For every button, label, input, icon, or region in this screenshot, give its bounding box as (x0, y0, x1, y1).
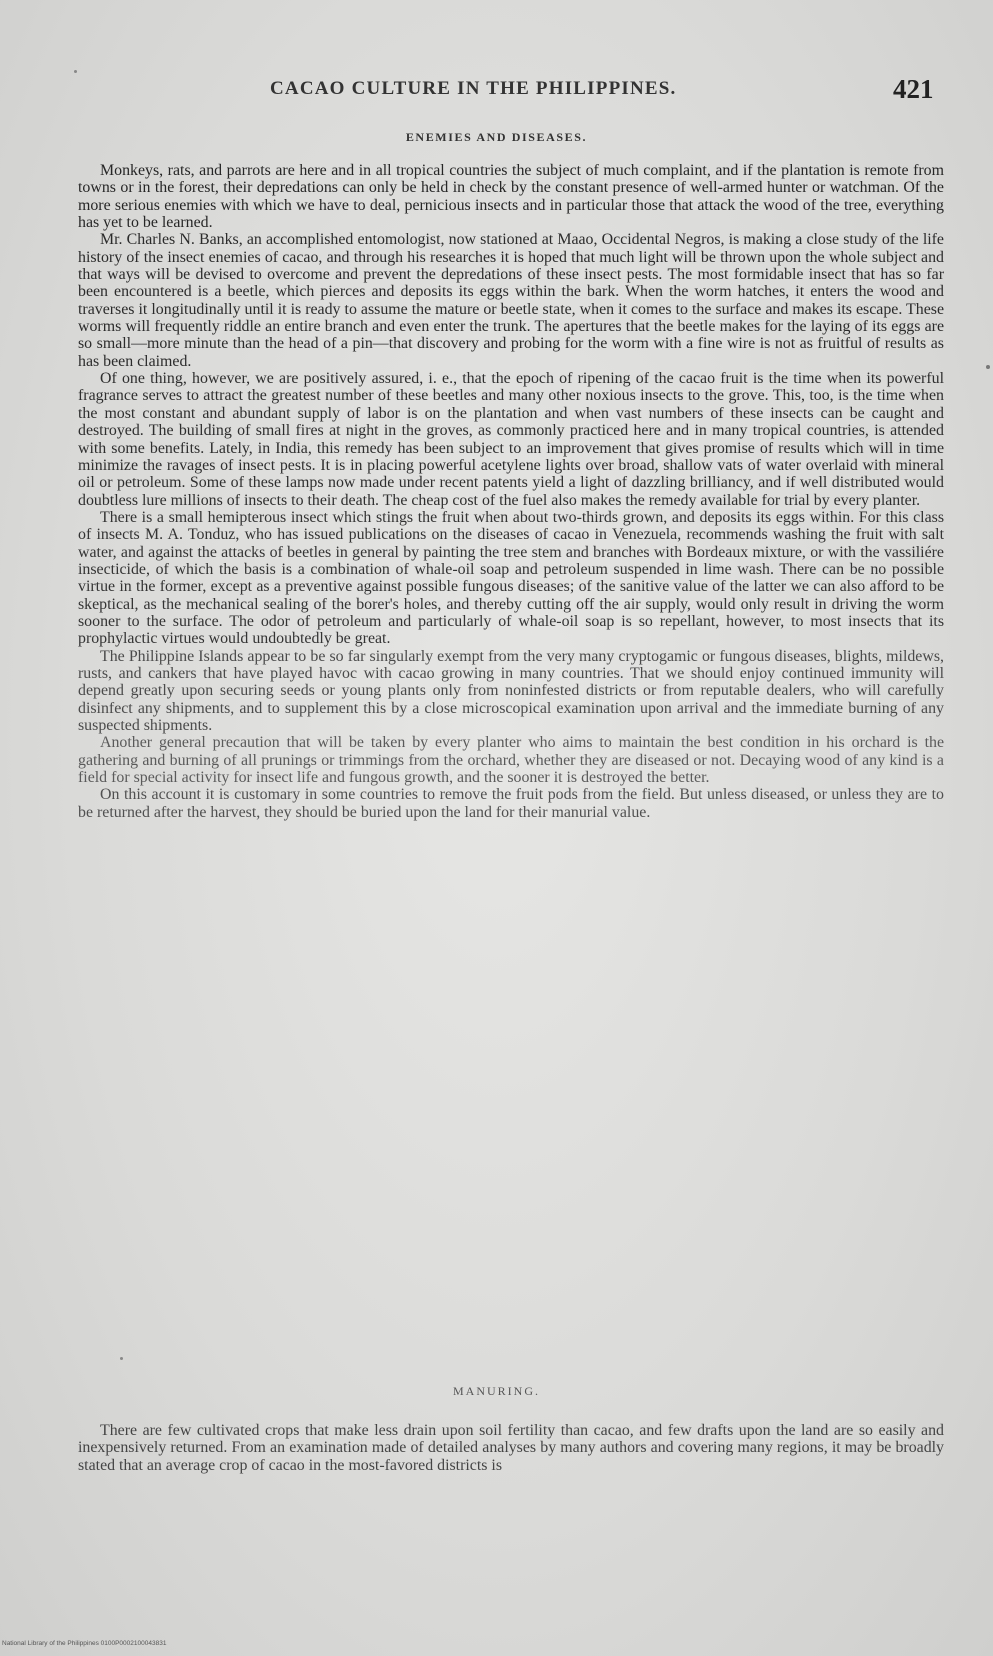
paragraph-fruit-pods: On this account it is customary in some countries to remove the fruit pods from the field. But unless diseased, or unless they are to be returned after the harvest, they should be buried upon the land for their manurial value. (78, 786, 944, 821)
scan-speck (120, 1357, 123, 1360)
paragraph-philippine-islands: The Philippine Islands appear to be so far singularly exempt from the very many cryptogamic or fungous diseases, blights, mildews, rusts, and cankers that have played havoc with cacao growing in many countries. That we should enjoy continued immunity will depend greatly upon securing seeds or young plants only from noninfested districts or from reputable dealers, who will carefully disinfect any shipments, and to supplement this by a close microscopical examination upon arrival and the immediate burning of any suspected shipments. (78, 647, 944, 734)
enemies-section-body (78, 162, 944, 821)
scan-speck (74, 70, 77, 73)
paragraph-ripening: Of one thing, however, we are positively assured, i. e., that the epoch of ripening of the cacao fruit is the time when its powerful fragrance serves to attract the greatest number of these beetles and many other noxious insects to the grove. This, too, is the time when the most constant and abundant supply of labor is on the plantation and when vast numbers of these insects can be caught and destroyed. The building of small fires at night in the groves, as commonly practiced here and in many tropical countries, is attended with some benefits. Lately, in India, this remedy has been subject to an improvement that gives promise of results which will in time minimize the ravages of insect pests. It is in placing powerful acetylene lights over broad, shallow vats of water overlaid with mineral oil or petroleum. Some of these lamps now made under recent patents yield a light of dazzling brilliancy, and if well distributed would doubtless lure millions of insects to their death. The cheap cost of the fuel also makes the remedy available for trial by every planter. (78, 370, 944, 509)
manuring-section-body (78, 1422, 944, 1474)
scan-edge-speck (986, 365, 990, 369)
running-head-title: CACAO CULTURE IN THE PHILIPPINES. (270, 78, 677, 99)
paragraph-manuring: There are few cultivated crops that make less drain upon soil fertility than cacao, and few drafts upon the land are so easily and inexpensively returned. From an examination made of detailed analyses by many authors and covering many regions, it may be broadly stated that an average crop of cacao in the most-favored districts is (78, 1422, 944, 1474)
paragraph-general-precaution: Another general precaution that will be taken by every planter who aims to maintain the best condition in his orchard is the gathering and burning of all prunings or trimmings from the orchard, whether they are diseased or not. Decaying wood of any kind is a field for special activity for insect life and fungous growth, and the sooner it is destroyed the better. (78, 734, 944, 787)
paragraph-banks: Mr. Charles N. Banks, an accomplished entomologist, now stationed at Maao, Occidental Negros, is making a close study of the life history of the insect enemies of cacao, and through his researches it is hoped that much light will be thrown upon the whole subject and that ways will be devised to overcome and prevent the depredations of these insect pests. The most formidable insect that has so far been encountered is a beetle, which pierces and deposits its eggs within the bark. When the worm hatches, it enters the wood and traverses it longitudinally until it is ready to assume the mature or beetle state, when it comes to the surface and makes its escape. These worms will frequently riddle an entire branch and even enter the trunk. The apertures that the beetle makes for the laying of its eggs are so small—more minute than the head of a pin—that discovery and probing for the worm with a fine wire is not as fruitful of results as has been claimed. (78, 231, 944, 370)
section-heading-enemies: ENEMIES AND DISEASES. (405, 130, 588, 144)
paragraph-hemipterous: There is a small hemipterous insect which stings the fruit when about two-thirds grown, and deposits its eggs within. For this class of insects M. A. Tonduz, who has issued publications on the diseases of cacao in Venezuela, recommends washing the fruit with salt water, and against the attacks of beetles in general by painting the tree stem and branches with Bordeaux mixture, or with the vassiliére insecticide, of which the basis is a combination of whale-oil soap and petroleum suspended in lime wash. There can be no possible virtue in the former, except as a preventive against possible fungous diseases; of the sanitive value of the latter we can also afford to be skeptical, as the mechanical sealing of the borer's holes, and thereby cutting off the air supply, would only result in driving the worm sooner to the surface. The odor of petroleum and particularly of whale-oil soap is so repellant, however, to most insects that its prophylactic virtues would undoubtedly be great. (78, 508, 944, 648)
section-heading-manuring: MANURING. (453, 1384, 540, 1398)
scan-credit-footer: National Library of the Philippines 0100P0002100043831 (2, 1640, 167, 1647)
page-number: 421 (893, 74, 934, 104)
paragraph-monkeys: Monkeys, rats, and parrots are here and in all tropical countries the subject of much complaint, and if the plantation is remote from towns or in the forest, their depredations can only be held in check by the constant presence of well-armed hunter or watchman. Of the more serious enemies with which we have to deal, pernicious insects and in particular those that attack the wood of the tree, everything has yet to be learned. (78, 162, 944, 232)
